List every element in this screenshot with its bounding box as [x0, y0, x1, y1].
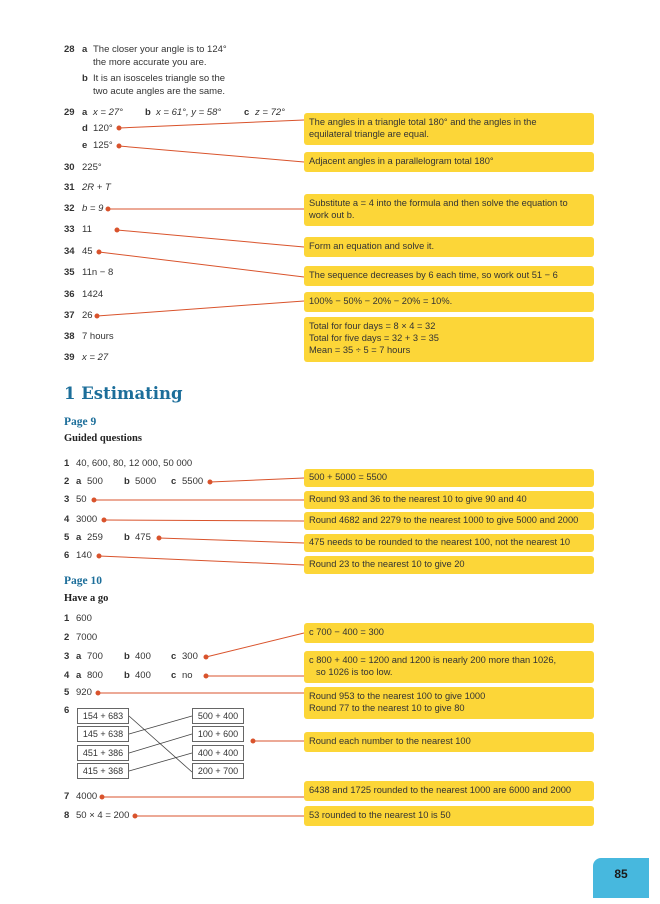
page9-heading: Page 9: [64, 416, 97, 428]
q28-number: 28: [64, 44, 75, 55]
g2c-answer: 5500: [182, 476, 204, 487]
h8-answer: 50 × 4 = 200: [76, 810, 130, 821]
connector-g2: [210, 478, 304, 482]
g5b-answer: 475: [135, 532, 151, 543]
q36-number: 36: [64, 289, 75, 300]
h6-number: 6: [64, 705, 70, 716]
note-32-line2: work out b.: [309, 210, 355, 220]
g5-number: 5: [64, 532, 70, 543]
note-h7: 6438 and 1725 rounded to the nearest 1000 are 6000 and 2000: [304, 781, 594, 801]
note-g3: Round 93 and 36 to the nearest 10 to give 90 and 40: [304, 491, 594, 509]
guided-heading: Guided questions: [64, 433, 142, 444]
note-38-line3: Mean = 35 ÷ 5 = 7 hours: [309, 345, 411, 355]
note-29d-line1: The angles in a triangle total 180° and the angles in the: [309, 117, 537, 127]
q32-answer: b = 9: [82, 203, 104, 214]
q39-number: 39: [64, 352, 75, 363]
q29b-answer: x = 61°, y = 58°: [156, 107, 222, 118]
q35-answer: 11n − 8: [82, 267, 114, 278]
note-h4-line1: c 800 + 400 = 1200 and 1200 is nearly 200 more than 1026,: [309, 655, 557, 665]
q38-number: 38: [64, 331, 75, 342]
g1-number: 1: [64, 458, 70, 469]
note-h8: 53 rounded to the nearest 10 is 50: [304, 806, 594, 826]
page-number: 85: [593, 858, 649, 898]
haveago-heading: Have a go: [64, 593, 109, 604]
g6-number: 6: [64, 550, 70, 561]
q29a-answer: x = 27°: [93, 107, 123, 118]
q39-answer: x = 27: [82, 352, 109, 363]
h8-number: 8: [64, 810, 70, 821]
q30-number: 30: [64, 162, 75, 173]
q33-answer: 11: [82, 224, 92, 235]
q33-number: 33: [64, 224, 75, 235]
q29e-answer: 125°: [93, 140, 113, 151]
h3b-label: b: [124, 651, 130, 662]
h4b-answer: 400: [135, 670, 151, 681]
connector-29d: [119, 120, 304, 128]
g5a-answer: 259: [87, 532, 103, 543]
connector-29e: [119, 146, 304, 162]
connector-34: [99, 252, 304, 277]
q29d-label: d: [82, 123, 88, 134]
connector-33: [117, 230, 304, 247]
connector-g4: [104, 520, 304, 521]
g3-number: 3: [64, 494, 70, 505]
note-h3: c 700 − 400 = 300: [304, 623, 594, 643]
q34-answer: 45: [82, 246, 93, 257]
match-line-1: [129, 716, 192, 772]
page10-heading: Page 10: [64, 575, 103, 587]
connector-37: [97, 301, 304, 316]
note-38-line2: Total for five days = 32 + 3 = 35: [309, 333, 439, 343]
h4c-answer: no: [182, 670, 193, 681]
h3a-label: a: [76, 651, 82, 662]
section-title: 1 Estimating: [64, 384, 183, 403]
note-29e: Adjacent angles in a parallelogram total 180°: [304, 152, 594, 172]
note-38-line1: Total for four days = 8 × 4 = 32: [309, 321, 436, 331]
h3b-answer: 400: [135, 651, 151, 662]
connector-g5: [159, 538, 304, 543]
left-cell-1: 154 + 683: [77, 708, 129, 724]
note-h4: [304, 651, 594, 683]
right-cell-1: 500 + 400: [192, 708, 244, 724]
note-29d-line2: equilateral triangle are equal.: [309, 129, 429, 139]
h7-number: 7: [64, 791, 70, 802]
note-33: Form an equation and solve it.: [304, 237, 594, 257]
note-h5: [304, 687, 594, 719]
left-cell-4: 415 + 368: [77, 763, 129, 779]
q29-number: 29: [64, 107, 75, 118]
q32-number: 32: [64, 203, 75, 214]
q29a-label: a: [82, 107, 88, 118]
q29c-answer: z = 72°: [255, 107, 285, 118]
g5b-label: b: [124, 532, 130, 543]
left-cell-3: 451 + 386: [77, 745, 129, 761]
q30-answer: 225°: [82, 162, 102, 173]
note-38: [304, 317, 594, 362]
g2b-label: b: [124, 476, 130, 487]
q29d-answer: 120°: [93, 123, 113, 134]
note-29d: [304, 113, 594, 145]
q34-number: 34: [64, 246, 75, 257]
g1-answer: 40, 600, 80, 12 000, 50 000: [76, 458, 193, 469]
h5-answer: 920: [76, 687, 92, 698]
q38-answer: 7 hours: [82, 331, 114, 342]
note-g6: Round 23 to the nearest 10 to give 20: [304, 556, 594, 574]
g2a-answer: 500: [87, 476, 103, 487]
note-34: The sequence decreases by 6 each time, so work out 51 − 6: [304, 266, 594, 286]
match-line-2: [129, 716, 192, 734]
note-h4-line2: so 1026 is too low.: [316, 667, 393, 677]
h4a-answer: 800: [87, 670, 103, 681]
note-37: 100% − 50% − 20% − 20% = 10%.: [304, 292, 594, 312]
h3c-answer: 300: [182, 651, 198, 662]
match-line-3: [129, 734, 192, 753]
right-cell-4: 200 + 700: [192, 763, 244, 779]
q35-number: 35: [64, 267, 75, 278]
note-32: [304, 194, 594, 226]
h2-number: 2: [64, 632, 70, 643]
h7-answer: 4000: [76, 791, 98, 802]
q28b-line2: two acute angles are the same.: [93, 86, 226, 97]
right-cell-2: 100 + 600: [192, 726, 244, 742]
note-g5: 475 needs to be rounded to the nearest 100, not the nearest 10: [304, 534, 594, 552]
connector-g6: [99, 556, 304, 565]
g6-answer: 140: [76, 550, 92, 561]
g4-number: 4: [64, 514, 70, 525]
h4b-label: b: [124, 670, 130, 681]
q29b-label: b: [145, 107, 151, 118]
g4-answer: 3000: [76, 514, 98, 525]
note-h5-line2: Round 77 to the nearest 10 to give 80: [309, 703, 465, 713]
q28a-label: a: [82, 44, 88, 55]
g3-answer: 50: [76, 494, 87, 505]
h4-number: 4: [64, 670, 70, 681]
h3a-answer: 700: [87, 651, 103, 662]
q36-answer: 1424: [82, 289, 104, 300]
right-cell-3: 400 + 400: [192, 745, 244, 761]
q31-answer: 2R + T: [82, 182, 111, 193]
match-line-4: [129, 753, 192, 771]
h3c-label: c: [171, 651, 177, 662]
h4a-label: a: [76, 670, 82, 681]
h4c-label: c: [171, 670, 177, 681]
q28a-line1: The closer your angle is to 124°: [93, 44, 227, 55]
h2-answer: 7000: [76, 632, 98, 643]
q28a-line2: the more accurate you are.: [93, 57, 207, 68]
q37-answer: 26: [82, 310, 93, 321]
h1-answer: 600: [76, 613, 92, 624]
g2a-label: a: [76, 476, 82, 487]
note-h6: Round each number to the nearest 100: [304, 732, 594, 752]
h1-number: 1: [64, 613, 70, 624]
left-cell-2: 145 + 638: [77, 726, 129, 742]
h3-number: 3: [64, 651, 70, 662]
q28b-label: b: [82, 73, 88, 84]
note-h5-line1: Round 953 to the nearest 100 to give 1000: [309, 691, 486, 701]
note-g2: 500 + 5000 = 5500: [304, 469, 594, 487]
g5a-label: a: [76, 532, 82, 543]
note-32-line1: Substitute a = 4 into the formula and then solve the equation to: [309, 198, 568, 208]
q37-number: 37: [64, 310, 75, 321]
q29e-label: e: [82, 140, 88, 151]
note-g4: Round 4682 and 2279 to the nearest 1000 to give 5000 and 2000: [304, 512, 594, 530]
connector-h3: [206, 633, 304, 657]
g2-number: 2: [64, 476, 70, 487]
g2c-label: c: [171, 476, 177, 487]
q31-number: 31: [64, 182, 75, 193]
q29c-label: c: [244, 107, 250, 118]
g2b-answer: 5000: [135, 476, 157, 487]
q28b-line1: It is an isosceles triangle so the: [93, 73, 226, 84]
h5-number: 5: [64, 687, 70, 698]
